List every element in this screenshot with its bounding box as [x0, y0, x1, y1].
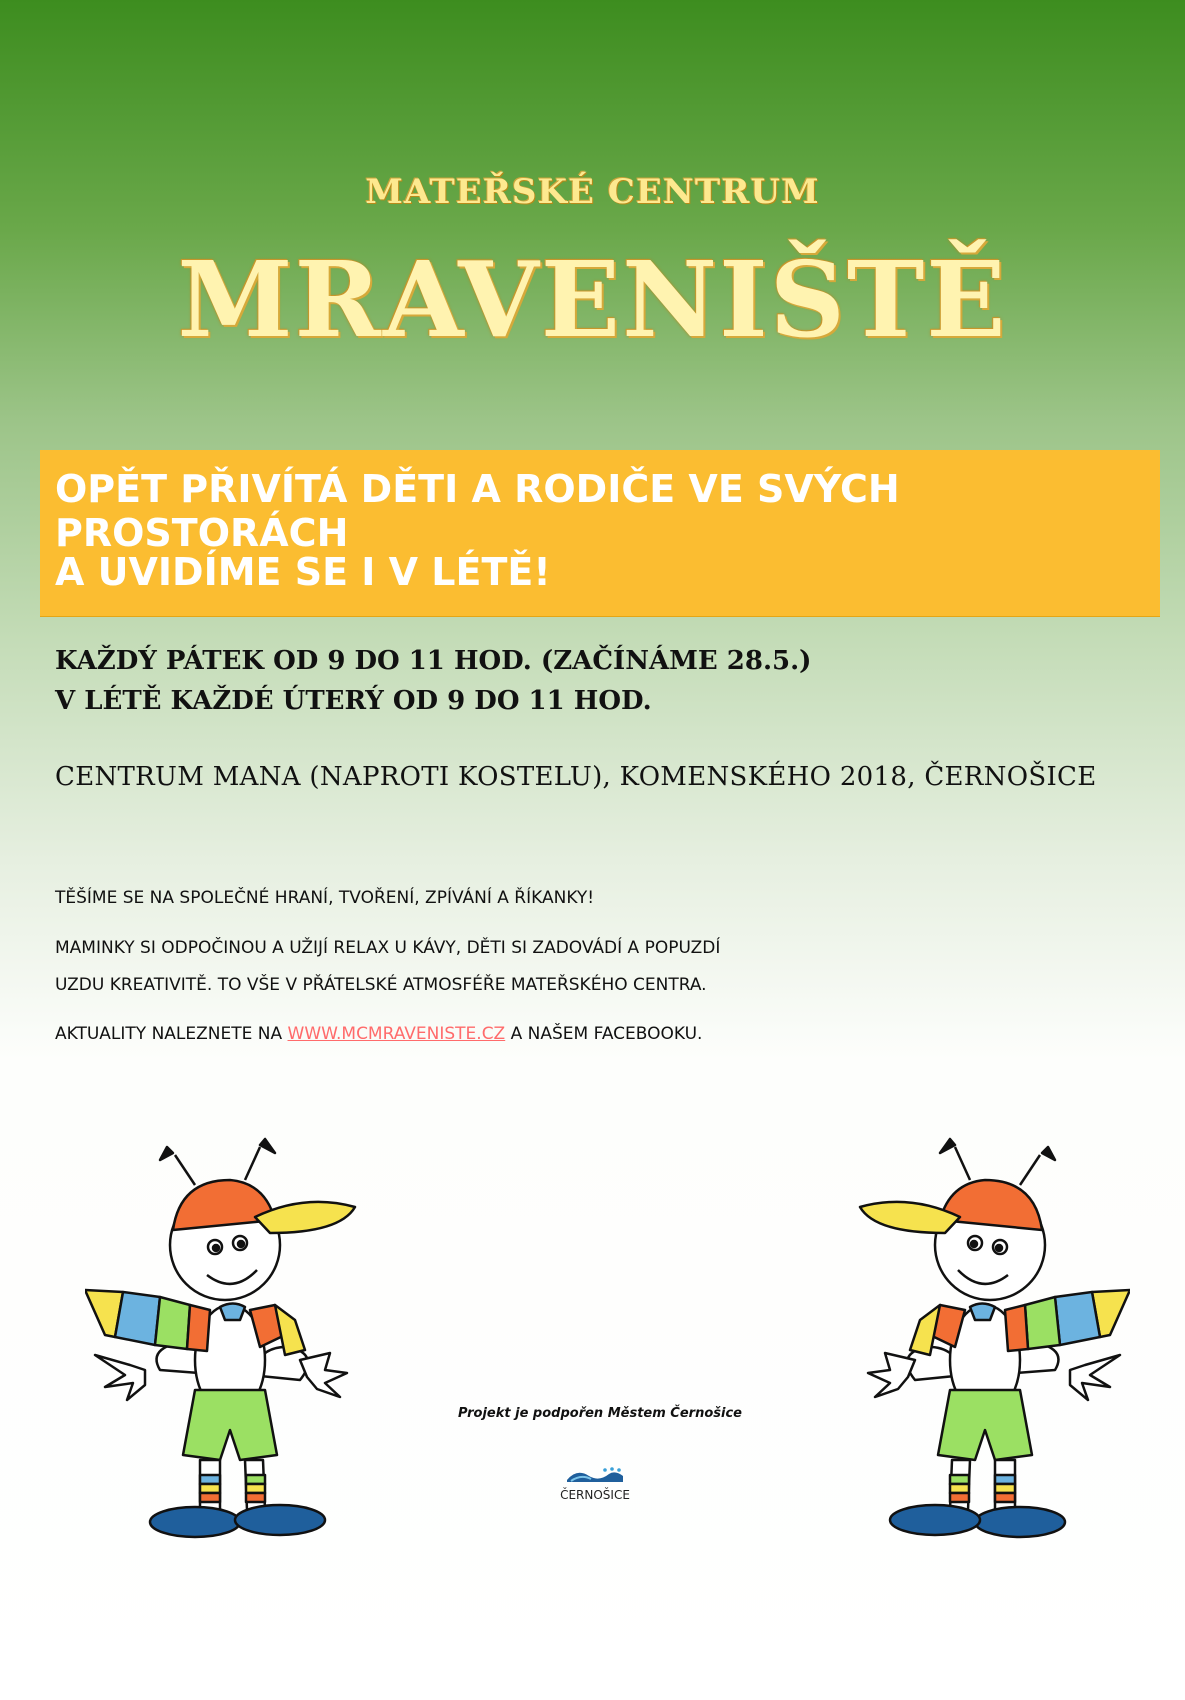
address: CENTRUM MANA (NAPROTI KOSTELU), KOMENSKÉHO 2018, ČERNOŠICE	[55, 762, 1097, 792]
info-paragraph-1: TĚŠÍME SE NA SPOLEČNÉ HRANÍ, TVOŘENÍ, ZPÍVÁNÍ A ŘÍKANKY!	[55, 888, 595, 908]
banner-line-1: OPĚT PŘIVÍTÁ DĚTI A RODIČE VE SVÝCH PROSTORÁCH	[55, 467, 900, 555]
support-note: Projekt je podpořen Městem Černošice	[458, 1406, 742, 1421]
cernosice-logo-icon	[565, 1466, 625, 1484]
website-link[interactable]: WWW.MCMRAVENISTE.CZ	[287, 1024, 506, 1044]
info-prefix: AKTUALITY NALEZNETE NA	[55, 1024, 288, 1044]
schedule-line-1: KAŽDÝ PÁTEK OD 9 DO 11 HOD. (ZAČÍNÁME 28.5.)	[55, 646, 812, 676]
subtitle: MATEŘSKÉ CENTRUM	[365, 172, 820, 212]
page-title: MRAVENIŠTĚ	[177, 238, 1008, 361]
logo-text: ČERNOŠICE	[560, 1488, 630, 1502]
info-suffix: A NAŠEM FACEBOOKU.	[505, 1024, 703, 1044]
banner-line-2: A UVIDÍME SE I V LÉTĚ!	[55, 550, 551, 594]
cernosice-logo	[545, 1466, 645, 1502]
info-paragraph-2-line-2: UZDU KREATIVITĚ. TO VŠE V PŘÁTELSKÉ ATMOSFÉŘE MATEŘSKÉHO CENTRA.	[55, 975, 707, 995]
ant-mascot-icon	[830, 1125, 1130, 1545]
announcement-banner	[40, 450, 1160, 617]
info-paragraph-2-line-1: MAMINKY SI ODPOČINOU A UŽIJÍ RELAX U KÁVY, DĚTI SI ZADOVÁDÍ A POPUZDÍ	[55, 938, 721, 958]
info-paragraph-3	[55, 1024, 702, 1044]
schedule-line-2: V LÉTĚ KAŽDÉ ÚTERÝ OD 9 DO 11 HOD.	[55, 686, 652, 716]
ant-mascot-icon	[85, 1125, 385, 1545]
